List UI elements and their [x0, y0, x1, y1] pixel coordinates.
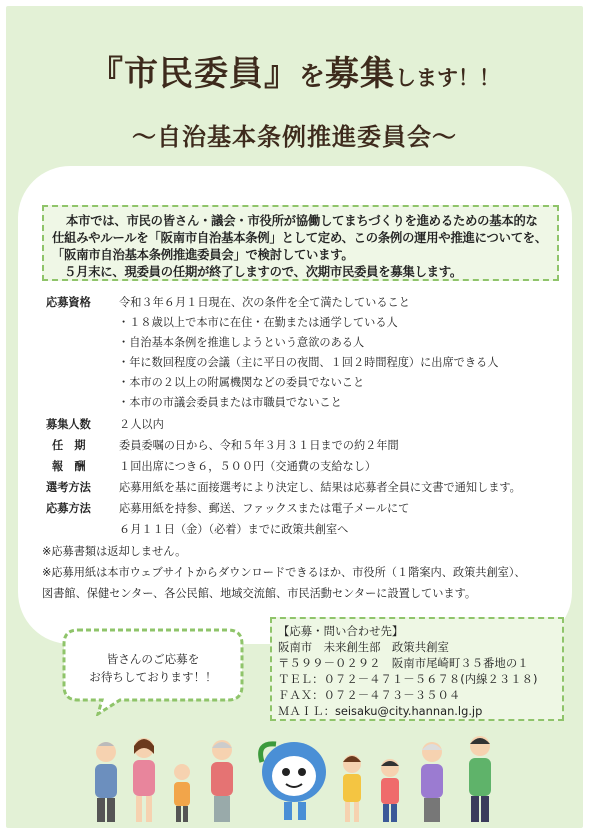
person-boy-icon [381, 759, 399, 822]
count-text: ２人以内 [119, 418, 164, 431]
contact-tel: ＴＥＬ：０７２－４７１－５６７８(内線２３１８) [278, 672, 538, 686]
note-return: ※応募書類は返却しません。 [42, 545, 187, 558]
contact-heading: 【応募・問い合わせ先】 [278, 624, 404, 638]
eligibility-label: 応募資格 [46, 296, 91, 309]
eligibility-item: ・自治基本条例を推進しようという意欲のある人 [118, 336, 365, 349]
page-subtitle: ～自治基本条例推進委員会～ [132, 123, 457, 151]
term-label: 任 期 [52, 439, 86, 452]
eligibility-item: ・１８歳以上で本市に在住・在勤または通学している人 [118, 316, 398, 329]
selection-text: 応募用紙を基に面接選考により決定し、結果は応募者全員に文書で通知します。 [119, 481, 521, 494]
note-locations: 図書館、保健センター、各公民館、地域交流館、市民活動センターに設置しています。 [42, 587, 477, 600]
title-main: 『市民委員』 [88, 54, 299, 94]
eligibility-item: ・本市の２以上の附属機関などの委員でないこと [118, 376, 365, 389]
bubble-text [58, 650, 248, 686]
contact-box [270, 617, 564, 721]
title-particle: を [298, 62, 325, 92]
reward-label: 報 酬 [52, 460, 86, 473]
mascot-character-icon [261, 742, 326, 820]
person-grandmother-icon [421, 742, 443, 822]
people-illustration [86, 722, 526, 828]
person-elderly-woman-icon [211, 740, 233, 822]
eligibility-text: 令和３年６月１日現在、次の条件を全て満たしていること [119, 296, 410, 309]
contact-dept: 阪南市 未来創生部 政策共創室 [278, 640, 449, 654]
person-child-icon [174, 764, 190, 822]
apply-deadline: ６月１１日（金）（必着）までに政策共創室へ [119, 523, 349, 536]
count-label: 募集人数 [46, 418, 91, 431]
apply-label: 応募方法 [46, 502, 91, 515]
intro-paragraph-1: 本市では、市民の皆さん・議会・市役所が協働してまちづくりを進めるための基本的な仕組みやルールを「阪南市自治基本条例」として定め、この条例の運用や推進についてを、「阪南市自治基本条例推進委員会」で検討しています。 [52, 214, 547, 262]
eligibility-item: ・年に数回程度の会議（主に平日の夜間、１回２時間程度）に出席できる人 [118, 356, 499, 369]
bubble-line-1: 皆さんのご応募を [106, 652, 200, 666]
speech-bubble [58, 624, 248, 716]
person-man-icon [469, 736, 491, 822]
bubble-line-2: お待ちしております！！ [89, 670, 217, 684]
page-title [6, 46, 583, 95]
intro-paragraph-2: ５月末に、現委員の任期が終了しますので、次期市民委員を募集します。 [64, 265, 462, 279]
title-suffix: します！！ [395, 66, 500, 90]
eligibility-item: ・本市の市議会委員または市職員でないこと [118, 396, 342, 409]
contact-address: 〒５９９－０２９２ 阪南市尾崎町３５番地の１ [278, 656, 529, 670]
reward-text: １回出席につき６，５００円（交通費の支給なし） [119, 460, 377, 473]
contact-mail[interactable]: ＭＡＩＬ：seisaku@city.hannan.lg.jp [278, 704, 483, 718]
person-girl-icon [343, 755, 361, 822]
title-recruit: 募集 [325, 54, 395, 94]
person-woman-icon [133, 738, 155, 822]
contact-fax: ＦＡＸ：０７２－４７３－３５０４ [278, 688, 461, 702]
apply-text: 応募用紙を持参、郵送、ファックスまたは電子メールにて [119, 502, 410, 515]
selection-label: 選考方法 [46, 481, 91, 494]
intro-box [42, 205, 559, 281]
term-text: 委員委嘱の日から、令和５年３月３１日までの約２年間 [119, 439, 399, 452]
person-elderly-man-icon [95, 742, 117, 822]
flyer-page [6, 6, 583, 828]
note-download: ※応募用紙は本市ウェブサイトからダウンロードできるほか、市役所（１階案内、政策共創室）、 [42, 566, 526, 579]
